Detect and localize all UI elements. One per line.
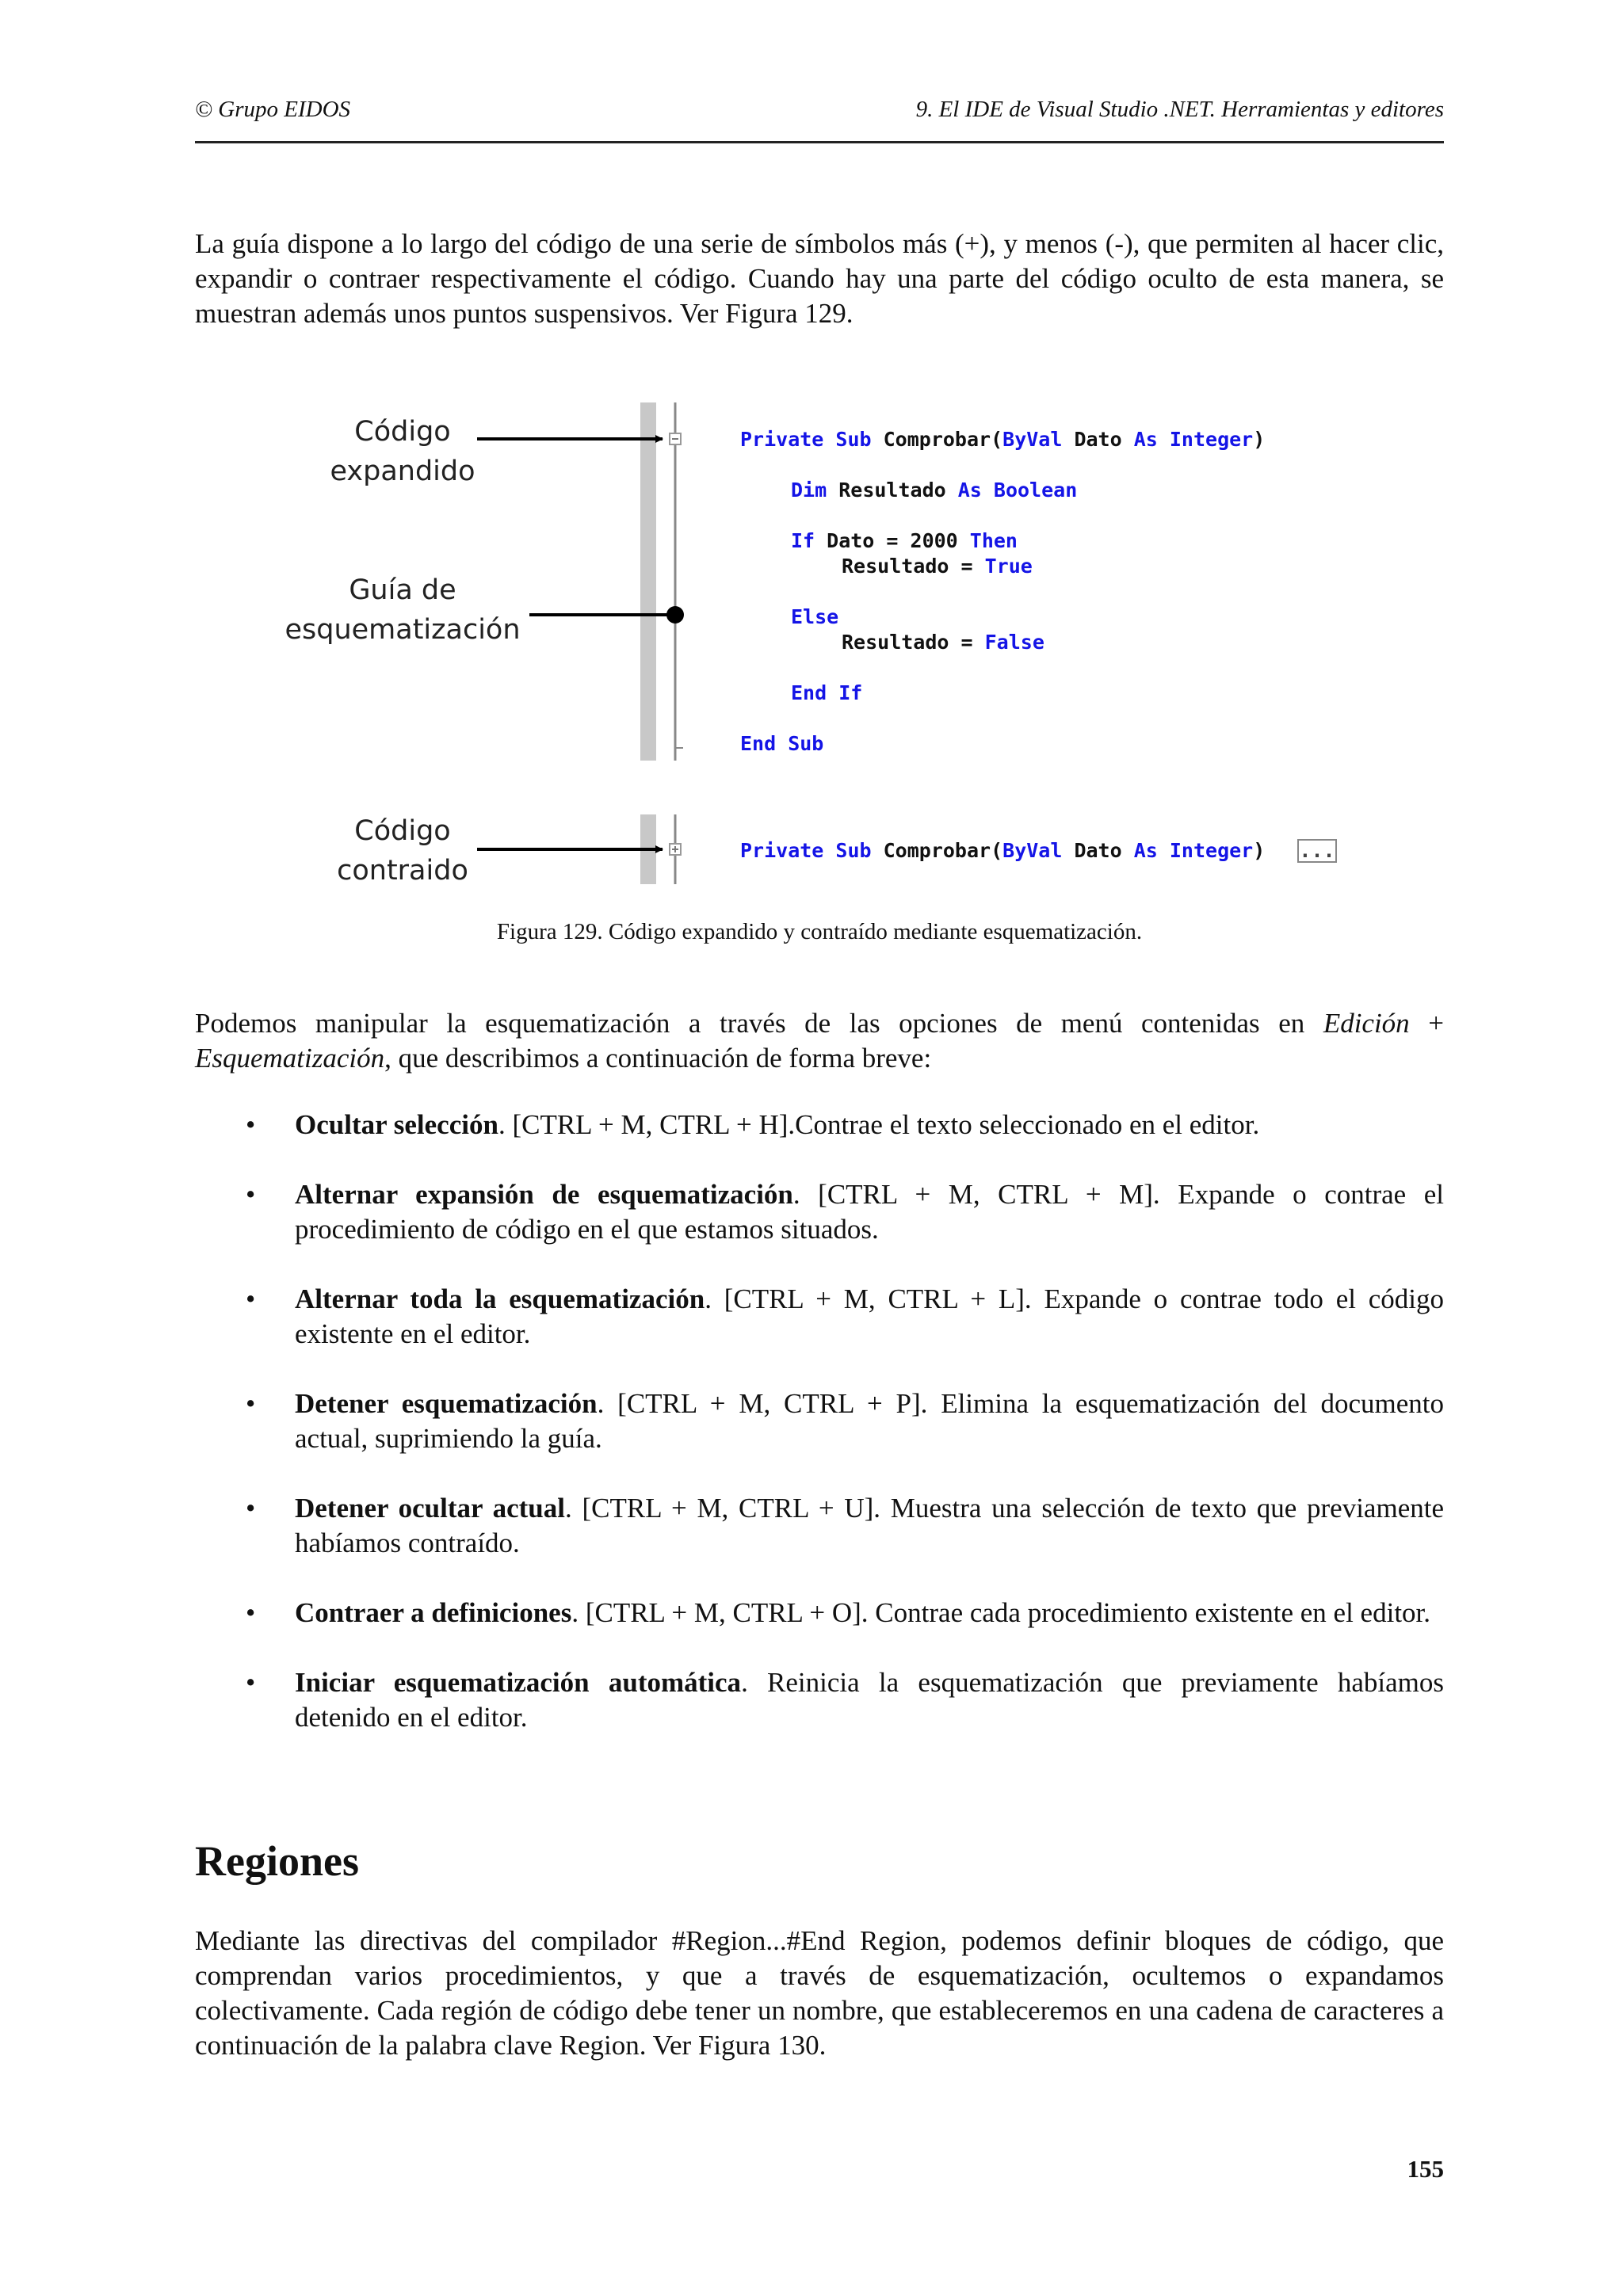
- option-term: Alternar toda la esquematización: [295, 1283, 705, 1314]
- section-title-regiones: Regiones: [195, 1837, 359, 1885]
- list-item: [195, 1108, 1444, 1142]
- list-item: [195, 1177, 1444, 1247]
- option-description: . [CTRL + M, CTRL + M]. Expande o contrae el procedimiento de código en el que estamos situados.: [295, 1179, 1444, 1245]
- expand-plus-icon[interactable]: [670, 844, 681, 855]
- bullet-icon: •: [246, 1109, 256, 1140]
- option-description: . [CTRL + M, CTRL + L]. Expande o contrae todo el código existente en el editor.: [295, 1283, 1444, 1349]
- ellipsis-text: ...: [1299, 839, 1335, 862]
- code-line-1: Private Sub Comprobar(ByVal Dato As Integer): [740, 428, 1266, 451]
- menu-paragraph: [195, 1006, 1444, 1076]
- bullet-icon: •: [246, 1283, 256, 1314]
- page-number: 155: [1407, 2155, 1444, 2183]
- label-guide-2: esquematización: [285, 614, 521, 646]
- bullet-icon: •: [246, 1179, 256, 1210]
- menu-paragraph-text-1: Podemos manipular la esquematización a través de las opciones de menú contenidas en: [195, 1008, 1323, 1039]
- label-expanded-2: expandido: [330, 456, 475, 487]
- option-term: Alternar expansión de esquematización: [295, 1179, 793, 1210]
- menu-esquematizacion: Esquematización: [195, 1043, 385, 1074]
- outlining-options-list: [195, 1108, 1444, 1770]
- page-header: [195, 97, 1444, 143]
- list-item: [195, 1596, 1444, 1630]
- code-line-5: Else: [791, 605, 839, 628]
- bullet-icon: •: [246, 1597, 256, 1628]
- bullet-icon: •: [246, 1388, 256, 1419]
- menu-plus: +: [1409, 1008, 1444, 1039]
- option-term: Detener ocultar actual: [295, 1493, 565, 1524]
- option-term: Ocultar selección: [295, 1109, 498, 1140]
- label-expanded-1: Código: [354, 416, 451, 448]
- regions-paragraph: Mediante las directivas del compilador #Region...#End Region, podemos definir bloques de código, que comprendan varios procedimientos, y que a través de esquematización, ocultemos o expandamos colectivamente. Cada región de código debe tener un nombre, que estableceremos en una cadena de caracteres a continuación de la palabra clave Region. Ver Figura 130.: [195, 1925, 1444, 2061]
- bullet-icon: •: [246, 1493, 256, 1524]
- figure-129: [269, 396, 1379, 903]
- bullet-icon: •: [246, 1667, 256, 1698]
- option-description: . [CTRL + M, CTRL + U]. Muestra una selección de texto que previamente habíamos contraído.: [295, 1493, 1444, 1558]
- list-item: [195, 1665, 1444, 1735]
- code-collapsed-line: Private Sub Comprobar(ByVal Dato As Integer): [740, 839, 1266, 862]
- code-line-4: Resultado = True: [842, 555, 1033, 578]
- header-publisher: © Grupo EIDOS: [195, 97, 351, 122]
- code-line-3: If Dato = 2000 Then: [791, 529, 1018, 552]
- label-collapsed-2: contraido: [337, 855, 468, 887]
- option-description: . [CTRL + M, CTRL + P]. Elimina la esquematización del documento actual, suprimiendo la guía.: [295, 1388, 1444, 1454]
- option-term: Iniciar esquematización automática: [295, 1667, 742, 1698]
- list-item: [195, 1282, 1444, 1352]
- outline-margin-expanded: [640, 402, 656, 761]
- collapsed-ellipsis-box[interactable]: [1298, 839, 1336, 862]
- list-item: [195, 1491, 1444, 1561]
- code-line-7: End If: [791, 681, 863, 704]
- menu-paragraph-text-2: , que describimos a continuación de forma breve:: [384, 1043, 932, 1074]
- header-chapter-title: 9. El IDE de Visual Studio .NET. Herramientas y editores: [915, 97, 1444, 122]
- label-collapsed-1: Código: [354, 815, 451, 847]
- option-description: . [CTRL + M, CTRL + O]. Contrae cada procedimiento existente en el editor.: [571, 1597, 1431, 1628]
- label-guide-1: Guía de: [349, 574, 456, 606]
- option-description: . Reinicia la esquematización que previamente habíamos detenido en el editor.: [295, 1667, 1444, 1733]
- intro-paragraph: La guía dispone a lo largo del código de una serie de símbolos más (+), y menos (-), que permiten al hacer clic, expandir o contraer respectivamente el código. Cuando hay una parte del código oculto de esta manera, se muestran además unos puntos suspensivos. Ver Figura 129.: [195, 228, 1444, 329]
- option-description: . [CTRL + M, CTRL + H].Contrae el texto seleccionado en el editor.: [498, 1109, 1260, 1140]
- code-line-6: Resultado = False: [842, 631, 1044, 654]
- figure-129-illustration: [269, 396, 1379, 903]
- guide-dot: [666, 606, 684, 624]
- figure-caption: Figura 129. Código expandido y contraído mediante esquematización.: [496, 919, 1143, 944]
- collapse-minus-icon[interactable]: [670, 433, 681, 444]
- option-term: Contraer a definiciones: [295, 1597, 572, 1628]
- code-line-8: End Sub: [740, 732, 824, 755]
- menu-edicion: Edición: [1323, 1008, 1410, 1039]
- list-item: [195, 1386, 1444, 1456]
- option-term: Detener esquematización: [295, 1388, 598, 1419]
- code-line-2: Dim Resultado As Boolean: [791, 479, 1078, 502]
